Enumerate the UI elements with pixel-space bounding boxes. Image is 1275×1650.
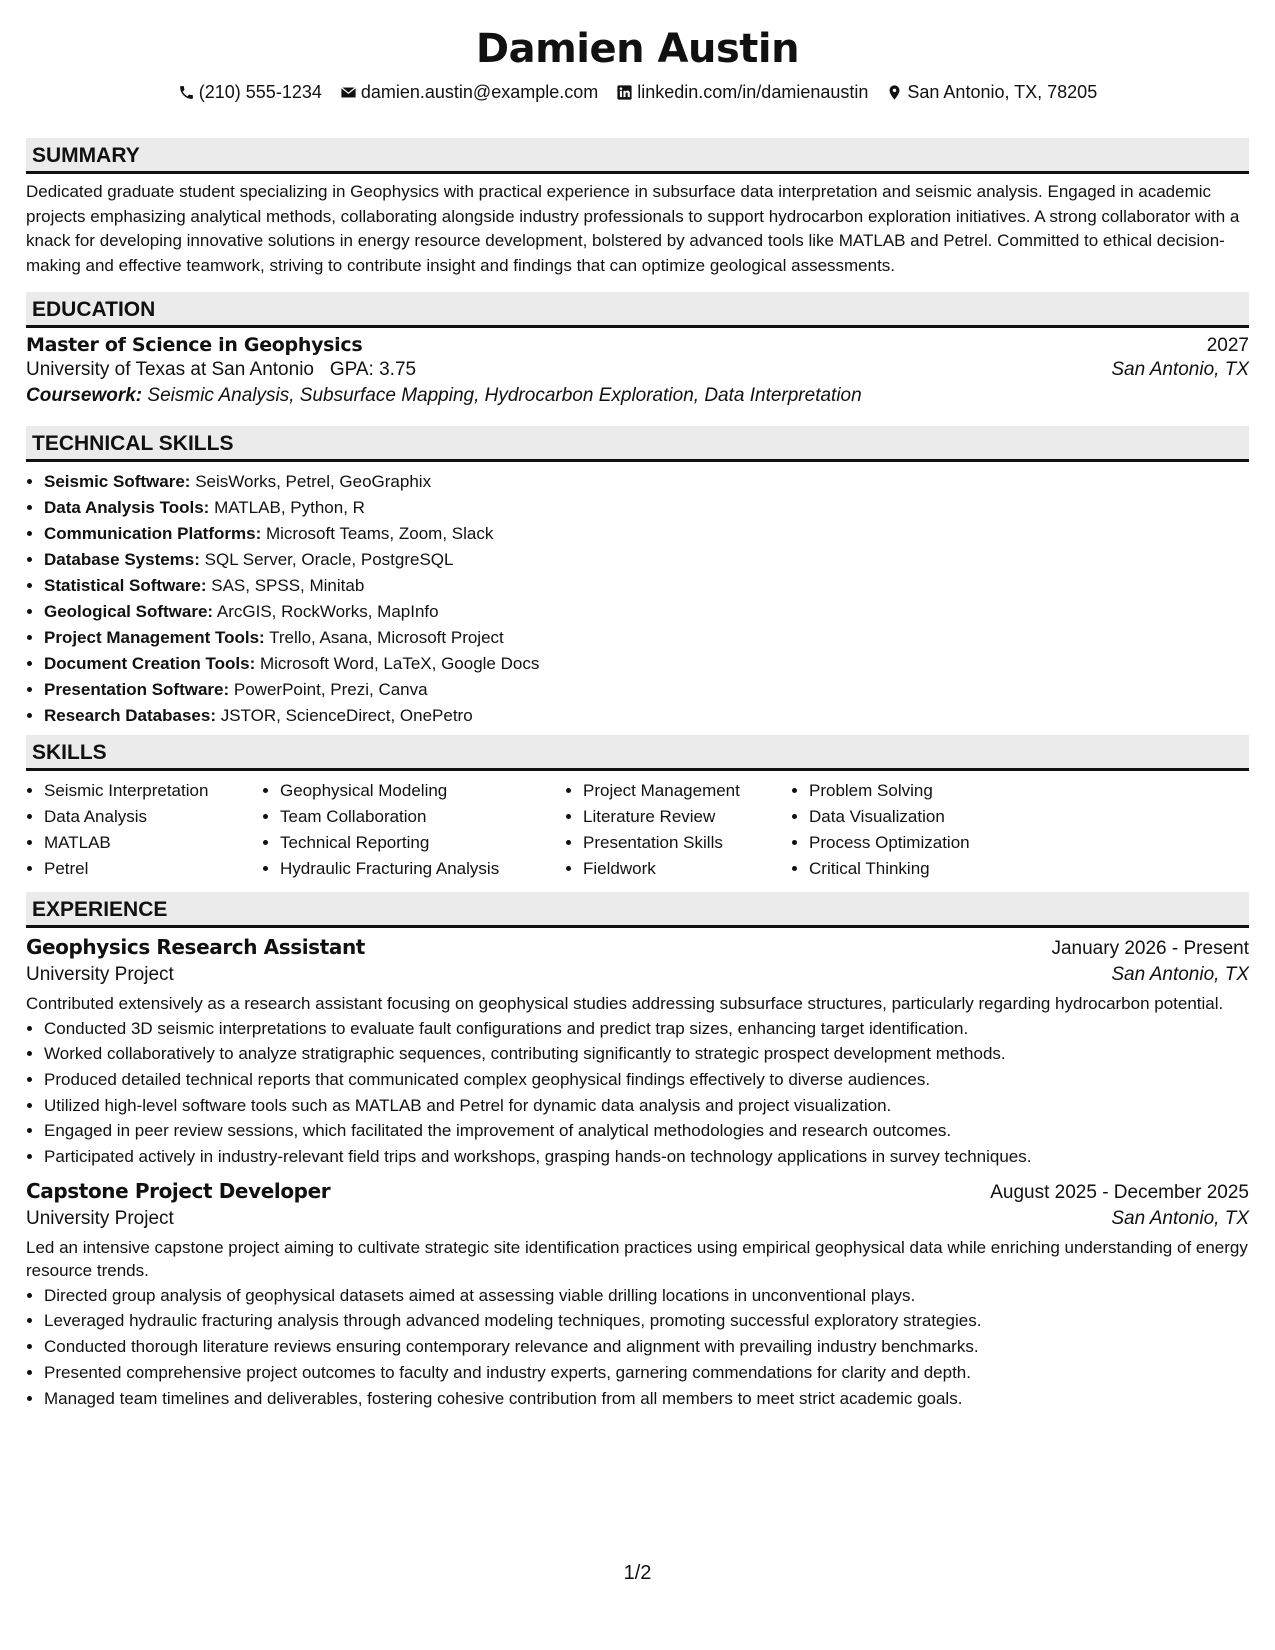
job-title: Geophysics Research Assistant [26, 935, 365, 959]
list-item: • MATLAB [44, 830, 254, 856]
coursework-list: Seismic Analysis, Subsurface Mapping, Hydrocarbon Exploration, Data Interpretation [147, 385, 862, 406]
list-item: • Communication Platforms: Microsoft Teams, Zoom, Slack [44, 521, 1249, 547]
technical-skills-heading: TECHNICAL SKILLS [26, 426, 1249, 462]
school-line [26, 359, 416, 381]
list-item: • Produced detailed technical reports that communicated complex geophysical findings effectively to diverse audiences. [44, 1067, 1249, 1093]
technical-skills-list [26, 469, 1249, 729]
skills-column-1 [26, 778, 254, 882]
job-entry-2 [26, 1179, 1249, 1412]
coursework-line [26, 385, 1249, 407]
list-item: • Document Creation Tools: Microsoft Word, LaTeX, Google Docs [44, 651, 1249, 677]
contact-location [886, 80, 1097, 104]
list-item: • Technical Reporting [280, 830, 545, 856]
phone-text: (210) 555-1234 [198, 82, 322, 102]
list-item: • Seismic Software: SeisWorks, Petrel, GeoGraphix [44, 469, 1249, 495]
list-item: • Project Management Tools: Trello, Asana, Microsoft Project [44, 625, 1249, 651]
list-item: • Fieldwork [583, 856, 783, 882]
education-heading: EDUCATION [26, 292, 1249, 328]
school-name: University of Texas at San Antonio [26, 359, 314, 380]
job-dates: January 2026 - Present [1051, 938, 1249, 959]
job-bullets [26, 1016, 1249, 1170]
list-item: • Leveraged hydraulic fracturing analysis through advanced modeling techniques, promoting successful exploratory strategies. [44, 1308, 1249, 1334]
summary-heading: SUMMARY [26, 138, 1249, 174]
coursework-label: Coursework: [26, 385, 143, 406]
list-item: • Presented comprehensive project outcomes to faculty and industry experts, garnering commendations for clarity and depth. [44, 1360, 1249, 1386]
envelope-icon [340, 84, 357, 101]
list-item: • Problem Solving [809, 778, 1049, 804]
skills-column-4 [791, 778, 1049, 882]
list-item: • Worked collaboratively to analyze stratigraphic sequences, contributing significantly to strategic prospect development methods. [44, 1041, 1249, 1067]
email-text[interactable]: damien.austin@example.com [360, 82, 599, 102]
gpa: GPA: 3.75 [329, 359, 417, 380]
list-item: • Statistical Software: SAS, SPSS, Minitab [44, 573, 1249, 599]
list-item: • Data Analysis [44, 804, 254, 830]
list-item: • Data Analysis Tools: MATLAB, Python, R [44, 495, 1249, 521]
list-item: • Team Collaboration [280, 804, 545, 830]
linkedin-icon [616, 84, 633, 101]
job-dates: August 2025 - December 2025 [990, 1181, 1249, 1203]
list-item: • Literature Review [583, 804, 783, 830]
job-title: Capstone Project Developer [26, 1178, 331, 1203]
list-item: • Process Optimization [809, 830, 1049, 856]
education-entry [26, 334, 1249, 407]
list-item: • Engaged in peer review sessions, which facilitated the improvement of analytical methodologies and research outcomes. [44, 1118, 1249, 1144]
experience-heading: EXPERIENCE [26, 892, 1249, 928]
contact-email[interactable] [340, 80, 598, 104]
list-item: • Directed group analysis of geophysical datasets aimed at assessing viable drilling locations in unconventional plays. [44, 1283, 1249, 1309]
summary-text: Dedicated graduate student specializing in Geophysics with practical experience in subsurface data interpretation and seismic analysis. Engaged in academic projects emphasizing analytical methods, collaborating alongside industry professionals to support hydrocarbon exploration initiatives. A strong collaborator with a knack for developing innovative solutions in energy resource development, bolstered by advanced tools like MATLAB and Petrel. Committed to ethical decision-making and effective teamwork, striving to contribute insight and findings that can optimize geological assessments. [26, 182, 1240, 275]
job-org: University Project [26, 964, 174, 985]
list-item: • Petrel [44, 856, 254, 882]
phone-icon [178, 84, 195, 101]
contact-linkedin[interactable] [616, 80, 868, 104]
list-item: • Seismic Interpretation [44, 778, 254, 804]
list-item: • Utilized high-level software tools such as MATLAB and Petrel for dynamic data analysis and project visualization. [44, 1093, 1249, 1119]
list-item: • Critical Thinking [809, 856, 1049, 882]
contact-phone [178, 80, 322, 104]
list-item: • Conducted 3D seismic interpretations to evaluate fault configurations and predict trap sizes, enhancing target identification. [44, 1016, 1249, 1042]
job-description: Contributed extensively as a research assistant focusing on geophysical studies addressing subsurface structures, particularly regarding hydrocarbon potential. [26, 994, 1224, 1013]
skills-column-2 [262, 778, 545, 882]
list-item: • Geological Software: ArcGIS, RockWorks, MapInfo [44, 599, 1249, 625]
list-item: • Geophysical Modeling [280, 778, 545, 804]
list-item: • Presentation Software: PowerPoint, Prezi, Canva [44, 677, 1249, 703]
list-item: • Presentation Skills [583, 830, 783, 856]
list-item: • Project Management [583, 778, 783, 804]
linkedin-text[interactable]: linkedin.com/in/damienaustin [637, 82, 869, 102]
job-location: San Antonio, TX [1111, 964, 1249, 985]
list-item: • Participated actively in industry-relevant field trips and workshops, grasping hands-on technology applications in survey techniques. [44, 1144, 1249, 1170]
list-item: • Research Databases: JSTOR, ScienceDirect, OnePetro [44, 703, 1249, 729]
list-item: • Managed team timelines and deliverables, fostering cohesive contribution from all members to meet strict academic goals. [44, 1386, 1249, 1412]
job-description: Led an intensive capstone project aiming to cultivate strategic site identification practices using empirical geophysical data while enriching understanding of energy resource trends. [26, 1237, 1248, 1281]
job-bullets [26, 1283, 1249, 1412]
page-number: 1/2 [623, 1562, 652, 1584]
list-item: • Conducted thorough literature reviews ensuring contemporary relevance and alignment with prevailing industry benchmarks. [44, 1334, 1249, 1360]
degree-title: Master of Science in Geophysics [26, 334, 363, 356]
job-org: University Project [26, 1207, 174, 1229]
school-location: San Antonio, TX [1111, 359, 1249, 380]
contact-bar [26, 80, 1249, 104]
job-entry-1 [26, 935, 1249, 1170]
skills-grid [26, 778, 1249, 882]
list-item: • Data Visualization [809, 804, 1049, 830]
location-text: San Antonio, TX, 78205 [907, 82, 1098, 102]
list-item: • Database Systems: SQL Server, Oracle, PostgreSQL [44, 547, 1249, 573]
skills-heading: SKILLS [26, 735, 1249, 771]
graduation-year: 2027 [1206, 335, 1249, 356]
candidate-name: Damien Austin [475, 26, 800, 72]
map-pin-icon [886, 84, 903, 101]
list-item: • Hydraulic Fracturing Analysis [280, 856, 545, 882]
skills-column-3 [565, 778, 783, 882]
job-location: San Antonio, TX [1111, 1207, 1249, 1229]
